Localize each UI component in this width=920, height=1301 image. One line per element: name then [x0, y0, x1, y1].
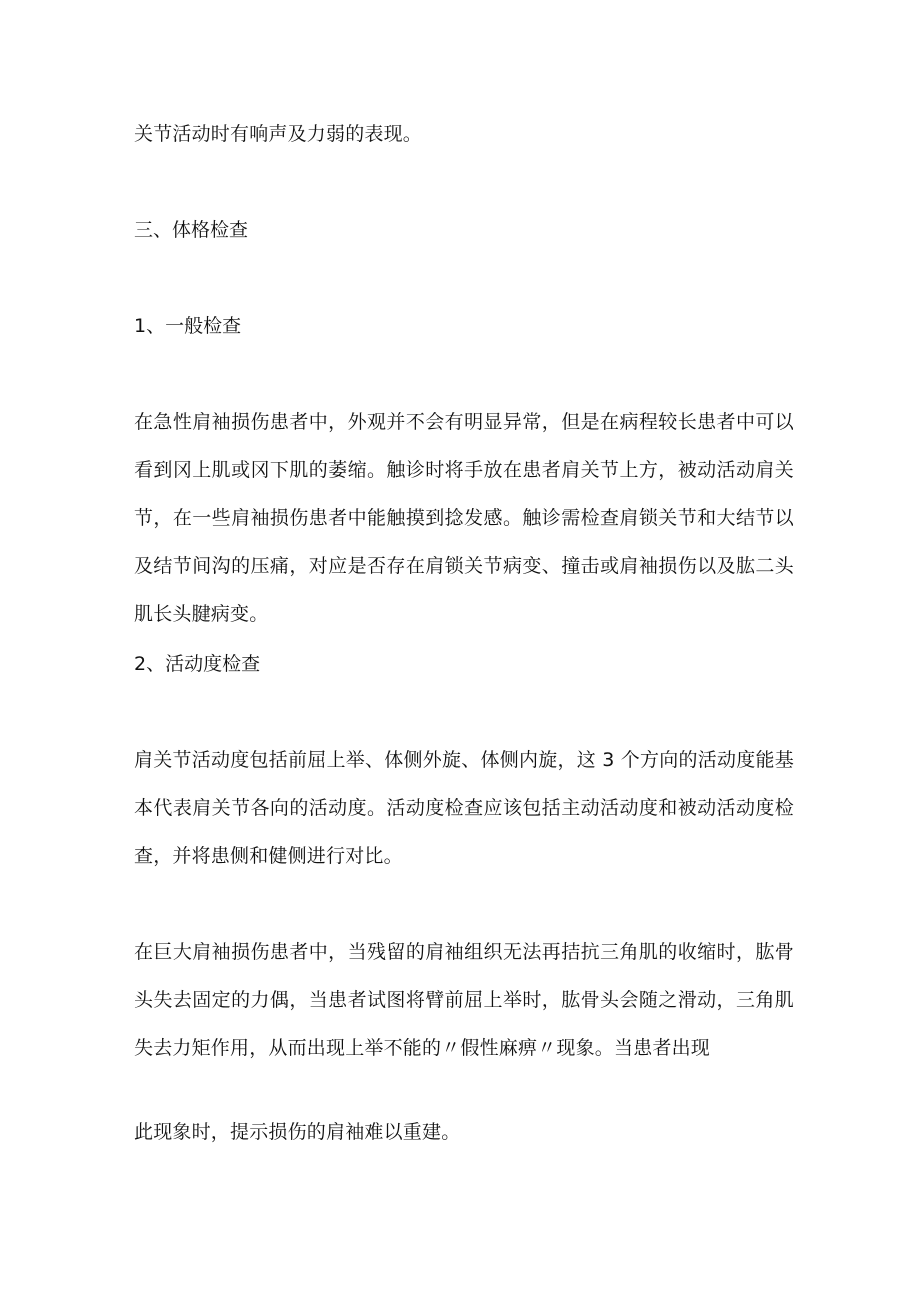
general-exam-paragraph: 在急性肩袖损伤患者中，外观并不会有明显异常，但是在病程较长患者中可以看到冈上肌或冈下肌的萎缩。触诊时将手放在患者肩关节上方，被动活动肩关节，在一些肩袖损伤患者中能触摸到捻发感。触诊需检查肩锁关节和大结节以及结节间沟的压痛，对应是否存在肩锁关节病变、撞击或肩袖损伤以及肱二头肌长头腱病变。	[134, 411, 794, 625]
range-exam-paragraph: 肩关节活动度包括前屈上举、体侧外旋、体侧内旋，这 3 个方向的活动度能基本代表肩关节各向的活动度。活动度检查应该包括主动活动度和被动活动度检查，并将患侧和健侧进行对比。	[134, 749, 794, 867]
range-exam-heading: 2、活动度检查	[134, 653, 261, 675]
giant-tear-paragraph: 在巨大肩袖损伤患者中，当残留的肩袖组织无法再拮抗三角肌的收缩时，肱骨头失去固定的力偶，当患者试图将臂前屈上举时，肱骨头会随之滑动，三角肌失去力矩作用，从而出现上举不能的〃假性麻痹〃现象。当患者出现	[134, 941, 794, 1059]
general-exam-heading: 1、一般检查	[134, 315, 242, 337]
intro-paragraph: 关节活动时有响声及力弱的表现。	[134, 123, 423, 145]
closing-paragraph: 此现象时，提示损伤的肩袖难以重建。	[134, 1121, 461, 1143]
section-heading: 三、体格检查	[134, 219, 249, 241]
